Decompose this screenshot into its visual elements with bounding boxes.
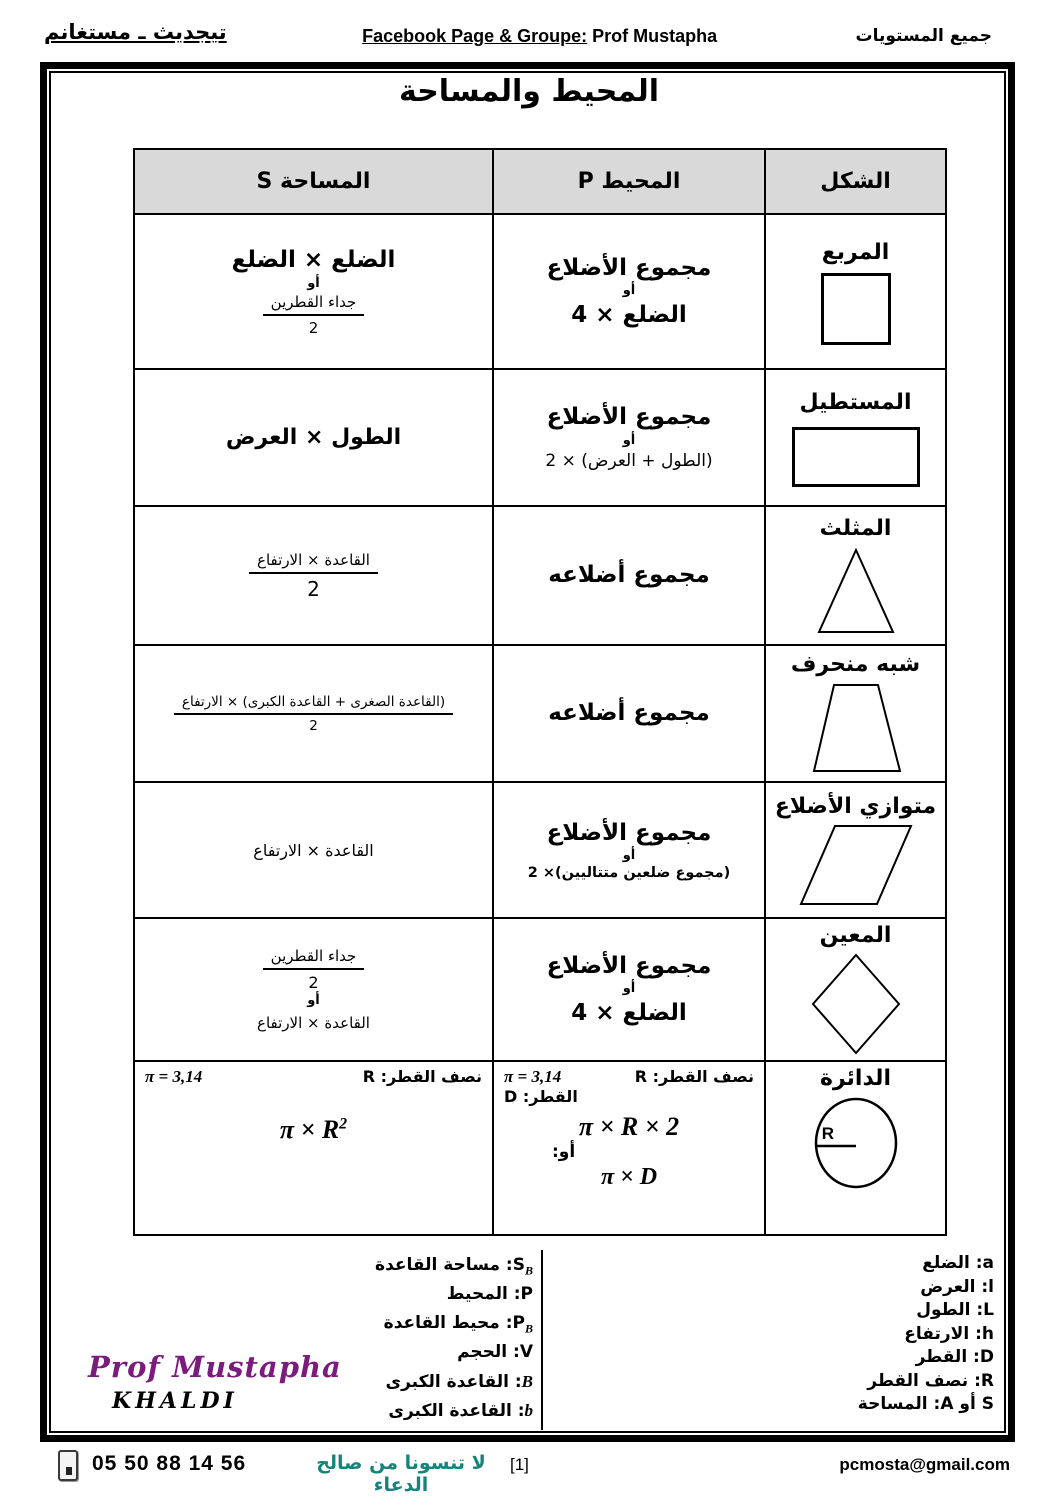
circle-icon — [810, 1093, 902, 1193]
area-fraction — [263, 293, 365, 337]
pi-value: π = 3,14 — [504, 1067, 562, 1086]
shape-label: المستطيل — [799, 390, 912, 415]
legend-item: $P_B$: محيط القاعدة — [383, 1312, 533, 1336]
area-formula: القاعدة × الارتفاع — [253, 840, 374, 860]
col-header-shape: الشكل — [765, 149, 946, 214]
legend-volume-symbols — [333, 1254, 533, 1429]
site-logo-text: تيجديث ـ مستغانم — [44, 20, 227, 44]
shape-label: المثلث — [819, 516, 892, 541]
shape-cell-trapezoid — [765, 645, 946, 782]
exponent: 2 — [339, 1115, 348, 1133]
area-cell-square — [134, 214, 493, 369]
legend-dimension-symbols — [774, 1252, 994, 1417]
perimeter-cell-square — [493, 214, 765, 369]
perimeter-formula: مجموع أضلاعه — [548, 700, 710, 727]
facebook-page-name: Prof Mustapha — [587, 26, 718, 46]
radius-note: نصف القطر: R — [362, 1067, 482, 1086]
footer-phone-number: 05 50 88 14 56 — [92, 1452, 247, 1475]
signature-surname: KHALDI — [112, 1388, 238, 1414]
footer-email: pcmosta@gmail.com — [839, 1455, 1010, 1474]
area-formula: الضلع × الضلع — [231, 247, 396, 274]
or-label: أو — [622, 981, 636, 997]
footer-page-number: [1] — [510, 1455, 529, 1474]
triangle-icon — [810, 543, 902, 637]
legend-item: a: الضلع — [922, 1253, 994, 1273]
area-fraction — [249, 551, 378, 601]
area-cell-trapezoid — [134, 645, 493, 782]
legend-item: h: الارتفاع — [904, 1323, 994, 1344]
shape-label: شبه منحرف — [790, 652, 921, 677]
or-label: أو — [622, 848, 636, 864]
table-row-rhombus — [134, 918, 946, 1061]
footer-blessing-text: لا تنسونا من صالح الدعاء — [316, 1452, 486, 1496]
shape-cell-rhombus — [765, 918, 946, 1061]
fraction-denominator: 2 — [308, 318, 319, 337]
perimeter-cell-circle — [493, 1061, 765, 1235]
area-formula-alt: القاعدة × الارتفاع — [257, 1014, 370, 1033]
shape-cell-rectangle — [765, 369, 946, 506]
pi-value: π = 3,14 — [145, 1067, 203, 1086]
radius-note: نصف القطر: R — [634, 1067, 754, 1086]
fraction-numerator: جداء القطرين — [263, 947, 365, 970]
signature-name: Prof Mustapha — [88, 1350, 342, 1384]
perimeter-formula: مجموع الأضلاع — [546, 952, 712, 979]
area-cell-triangle — [134, 506, 493, 645]
legend-item: P: المحيط — [446, 1283, 533, 1304]
square-icon — [821, 273, 891, 345]
formulas-table — [133, 148, 947, 1236]
perimeter-formula-alt: الضلع × 4 — [571, 999, 687, 1026]
legend-item: L: الطول — [916, 1300, 994, 1320]
radius-label: R — [821, 1124, 834, 1143]
fraction-numerator: القاعدة × الارتفاع — [249, 551, 378, 574]
diameter-note: القطر: D — [504, 1087, 578, 1106]
legend-item: B: القاعدة الكبرى — [385, 1371, 533, 1392]
signature-block — [88, 1350, 342, 1414]
circle-notes — [137, 1064, 490, 1087]
shape-label: الدائرة — [820, 1066, 891, 1091]
area-cell-parallelogram — [134, 782, 493, 918]
shape-label: متوازي الأضلاع — [774, 793, 937, 819]
col-header-perimeter: المحيط P — [493, 149, 765, 214]
fraction-numerator: (القاعدة الصغرى + القاعدة الكبرى) × الارتفاع — [174, 694, 453, 715]
legend-divider — [541, 1250, 543, 1430]
shape-cell-triangle — [765, 506, 946, 645]
rhombus-icon — [808, 950, 904, 1058]
shape-cell-square — [765, 214, 946, 369]
table-row-triangle — [134, 506, 946, 645]
or-label: أو — [307, 275, 320, 291]
area-cell-rectangle — [134, 369, 493, 506]
perimeter-cell-rhombus — [493, 918, 765, 1061]
table-row-square — [134, 214, 946, 369]
shape-label: المربع — [821, 240, 890, 265]
fraction-denominator: 2 — [307, 576, 320, 601]
facebook-page-label — [362, 26, 717, 47]
table-row-parallelogram — [134, 782, 946, 918]
phone-icon — [58, 1450, 78, 1481]
page-title: المحيط والمساحة — [398, 74, 659, 109]
perimeter-formula: مجموع الأضلاع — [546, 819, 712, 846]
area-fraction — [174, 694, 453, 734]
perimeter-cell-parallelogram — [493, 782, 765, 918]
fraction-denominator: 2 — [308, 972, 319, 992]
perimeter-formula-alt: π × D — [600, 1164, 658, 1190]
perimeter-formula-alt: الضلع × 4 — [571, 301, 687, 328]
trapezoid-icon — [801, 679, 911, 777]
area-formula: الطول × العرض — [225, 425, 402, 450]
area-cell-circle — [134, 1061, 493, 1235]
circle-notes — [496, 1064, 762, 1087]
table-header-row — [134, 149, 946, 214]
area-cell-rhombus — [134, 918, 493, 1061]
table-row-trapezoid — [134, 645, 946, 782]
shape-label: المعين — [819, 923, 892, 948]
levels-label: جميع المستويات — [855, 26, 992, 46]
perimeter-formula-alt: (الطول + العرض) × 2 — [545, 450, 713, 471]
area-fraction — [263, 947, 365, 992]
legend-item: b: القاعدة الكبرى — [388, 1401, 533, 1422]
perimeter-formula: مجموع الأضلاع — [546, 403, 712, 430]
legend-item: S أو A: المساحة — [857, 1394, 994, 1414]
legend-item: $S_B$: مساحة القاعدة — [375, 1255, 533, 1278]
legend-item: l: العرض — [920, 1276, 994, 1297]
or-label: أو — [622, 432, 636, 448]
table-row-rectangle — [134, 369, 946, 506]
fraction-numerator: جداء القطرين — [263, 293, 365, 316]
facebook-page-underlined: Facebook Page & Groupe: — [362, 26, 588, 46]
perimeter-formula: مجموع الأضلاع — [546, 254, 712, 281]
area-formula: $\pi \times R^2$ — [279, 1115, 348, 1144]
perimeter-cell-rectangle — [493, 369, 765, 506]
rectangle-icon — [792, 427, 920, 487]
shape-cell-parallelogram — [765, 782, 946, 918]
fraction-denominator: 2 — [309, 717, 318, 734]
perimeter-cell-trapezoid — [493, 645, 765, 782]
or-label: أو: — [552, 1142, 576, 1162]
shape-cell-circle — [765, 1061, 946, 1235]
legend-item: V: الحجم — [457, 1341, 533, 1362]
parallelogram-icon — [795, 821, 917, 909]
perimeter-formula: π × R × 2 — [578, 1112, 680, 1141]
or-label: أو — [307, 992, 320, 1008]
table-row-circle — [134, 1061, 946, 1235]
legend-item: D: القطر — [915, 1347, 994, 1367]
legend-item: R: نصف القطر — [867, 1370, 994, 1391]
perimeter-formula-alt: (مجموع ضلعين متتاليين)× 2 — [527, 865, 731, 882]
perimeter-cell-triangle — [493, 506, 765, 645]
perimeter-formula: مجموع أضلاعه — [548, 562, 710, 589]
col-header-area: المساحة S — [134, 149, 493, 214]
or-label: أو — [622, 283, 636, 299]
